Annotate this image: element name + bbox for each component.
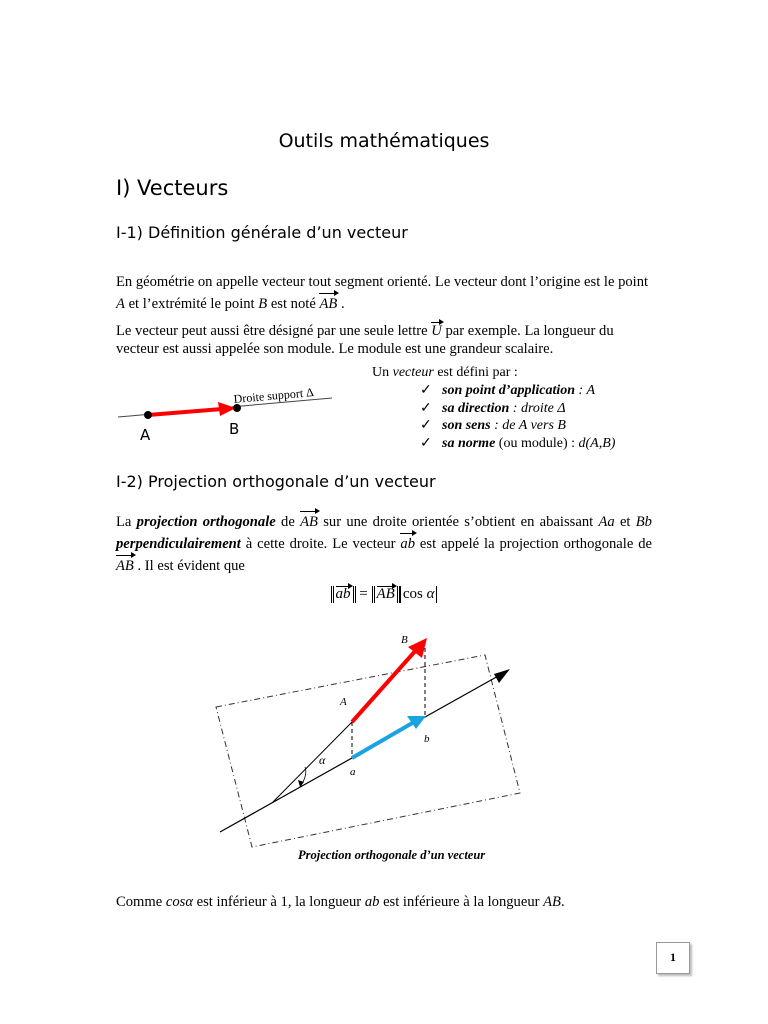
list-item — [420, 417, 615, 435]
equals-sign: = — [359, 586, 368, 602]
paragraph-notation — [116, 322, 652, 358]
text: et l’extrémité le point — [124, 296, 259, 312]
text: de — [275, 514, 301, 530]
text: En géométrie on appelle vecteur tout segment orienté. Le vecteur dont l’origine est le point — [116, 274, 649, 290]
paragraph-definition — [116, 271, 652, 315]
text: Un — [372, 365, 393, 380]
text: est défini par : — [433, 365, 518, 380]
alpha-symbol: α — [426, 586, 435, 602]
axis-arrowhead — [494, 669, 510, 683]
point-a-dot — [144, 411, 152, 419]
page-title: Outils mathématiques — [278, 130, 490, 152]
text: est noté — [267, 296, 320, 312]
item-label: sa direction — [442, 400, 510, 416]
vector-ab: AB — [116, 555, 134, 577]
item-label: sa norme — [442, 435, 496, 451]
list-item — [420, 382, 615, 400]
list-item — [420, 400, 615, 418]
item-value: d(A,B) — [578, 435, 616, 451]
text: et — [614, 514, 636, 530]
support-label: Droite support Δ — [233, 385, 315, 406]
cos-text: cos — [402, 586, 423, 602]
subsection-heading-projection: I-2) Projection orthogonale d’un vecteur — [116, 472, 436, 491]
item-label: son sens — [442, 418, 491, 433]
text: . Il est évident que — [133, 558, 245, 574]
check-icon: ✓ — [420, 400, 432, 416]
norm-ab — [372, 586, 400, 603]
text: est appelé la projection orthogonale de — [415, 536, 652, 552]
text: . — [560, 894, 565, 910]
label-a: A — [140, 426, 151, 444]
vector-ab-arrow — [148, 409, 222, 415]
label-alpha: α — [319, 753, 326, 767]
check-icon: ✓ — [420, 418, 432, 433]
text: Le vecteur peut aussi être désigné par une seule lettre — [116, 323, 432, 339]
label-a-proj: a — [350, 766, 356, 778]
label-b: B — [229, 420, 240, 438]
definition-intro — [372, 365, 518, 381]
segment-aa: Aa — [598, 514, 615, 530]
text: est inférieur à 1, la longueur — [193, 894, 365, 910]
text: est inférieure à la longueur — [379, 894, 544, 910]
item-value: : droite Δ — [509, 400, 566, 416]
label-b-proj: b — [424, 733, 430, 745]
point-a: A — [116, 296, 125, 312]
item-value: : A — [575, 383, 595, 398]
segment-bb: Bb — [635, 514, 652, 530]
length-ab: AB — [543, 894, 561, 910]
paragraph-projection — [116, 511, 652, 577]
subsection-heading-definition: I-1) Définition générale d’un vecteur — [116, 223, 408, 242]
text: à cette droite. Le vecteur — [240, 536, 401, 552]
vector-ab: AB — [319, 293, 337, 315]
figure-caption: Projection orthogonale d’un vecteur — [298, 848, 486, 862]
page-number: 1 — [656, 942, 690, 974]
norm-ab-proj — [331, 586, 356, 603]
label-a: A — [340, 696, 347, 708]
abs-cos — [400, 586, 438, 603]
text: Comme — [116, 894, 166, 910]
ab-line-extension — [272, 722, 352, 803]
paragraph-conclusion — [116, 891, 652, 913]
item-value: : de A vers B — [490, 418, 566, 433]
definition-list — [420, 382, 615, 452]
figure-support-line — [110, 378, 370, 453]
text: La — [116, 514, 137, 530]
list-item — [420, 435, 615, 453]
vector-ab-proj: ab — [400, 533, 415, 555]
term-projection: projection orthogonale — [136, 514, 276, 530]
vector-u: U — [431, 323, 442, 339]
vector-ab-proj: ab — [335, 586, 351, 602]
text: . — [337, 296, 345, 312]
term-perpendiculairement: perpendiculairement — [116, 536, 241, 552]
vector-ab: AB — [376, 586, 395, 602]
section-heading-vecteurs: I) Vecteurs — [116, 176, 229, 200]
vector-ab: AB — [300, 511, 318, 533]
item-label: son point d’application — [442, 383, 576, 398]
length-ab-proj: ab — [364, 894, 380, 910]
label-b: B — [401, 634, 408, 646]
vector-ab-arrow — [352, 649, 417, 722]
text-vecteur: vecteur — [392, 365, 434, 380]
check-icon: ✓ — [420, 435, 432, 451]
point-b: B — [258, 296, 268, 312]
formula-norm — [0, 586, 768, 603]
item-text: (ou module) : — [495, 435, 579, 451]
figure-projection — [200, 625, 540, 855]
text: par exemple. La longueur du vecteur est aussi appelée son module. Le module est une grandeur scalaire. — [116, 323, 614, 357]
cos-alpha: cosα — [165, 894, 193, 910]
text: sur une droite orientée s’obtient en abaissant — [317, 514, 599, 530]
vector-ab-proj-arrow — [352, 722, 414, 758]
check-icon: ✓ — [420, 383, 432, 398]
